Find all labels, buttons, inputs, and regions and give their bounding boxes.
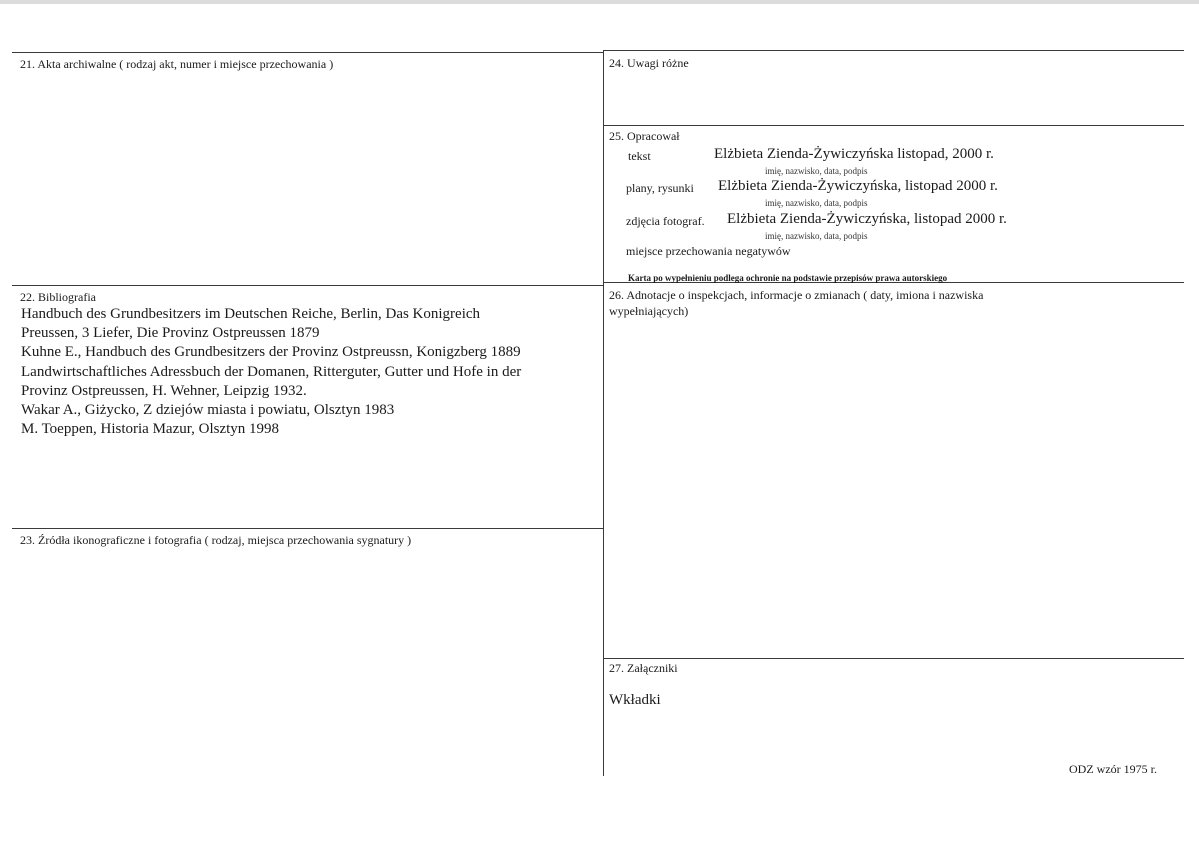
section-24-label: 24. Uwagi różne xyxy=(609,56,689,70)
section-26-label-line1: 26. Adnotacje o inspekcjach, informacje o zmianach ( daty, imiona i nazwiska xyxy=(609,288,984,302)
bibliography-line: M. Toeppen, Historia Mazur, Olsztyn 1998 xyxy=(21,421,280,438)
divider-top-right xyxy=(604,50,1184,51)
divider-22-23 xyxy=(12,528,604,529)
bibliography-line: Preussen, 3 Liefer, Die Provinz Ostpreussen 1879 xyxy=(21,325,320,342)
zdjecia-value: Elżbieta Zienda-Żywiczyńska, listopad 2000 r. xyxy=(727,211,1007,227)
bibliography-line: Handbuch des Grundbesitzers im Deutschen Reiche, Berlin, Das Konigreich xyxy=(21,306,481,322)
divider-top-left xyxy=(12,52,604,53)
bibliography-line: Wakar A., Giżycko, Z dziejów miasta i powiatu, Olsztyn 1983 xyxy=(21,402,395,419)
tekst-label: tekst xyxy=(628,149,651,163)
section-23-label: 23. Źródła ikonograficzne i fotografia ( rodzaj, miejsca przechowania sygnatury ) xyxy=(20,533,412,547)
divider-24-25 xyxy=(604,125,1184,126)
divider-21-22 xyxy=(12,285,604,286)
bibliography-list xyxy=(21,305,521,439)
section-22-label: 22. Bibliografia xyxy=(20,290,96,304)
negatives-label: miejsce przechowania negatywów xyxy=(626,244,791,258)
section-26-label-line2: wypełniających) xyxy=(609,304,689,318)
form-id: ODZ wzór 1975 r. xyxy=(1069,762,1157,776)
bibliography-line: Provinz Ostpreussen, H. Wehner, Leipzig 1932. xyxy=(21,382,307,399)
section-25-label: 25. Opracował xyxy=(609,129,680,143)
scan-top-edge xyxy=(0,0,1199,4)
section-27-value: Wkładki xyxy=(609,692,661,708)
section-27-label: 27. Załączniki xyxy=(609,661,678,675)
divider-center-vertical xyxy=(603,50,604,776)
plany-label: plany, rysunki xyxy=(626,181,694,195)
copyright-notice: Karta po wypełnieniu podlega ochronie na podstawie przepisów prawa autorskiego xyxy=(628,273,948,283)
plany-caption: imię, nazwisko, data, podpis xyxy=(765,198,868,208)
plany-value: Elżbieta Zienda-Żywiczyńska, listopad 2000 r. xyxy=(718,178,998,194)
bibliography-line: Landwirtschaftliches Adressbuch der Domanen, Ritterguter, Gutter und Hofe in der xyxy=(21,363,522,380)
tekst-caption: imię, nazwisko, data, podpis xyxy=(765,166,868,176)
zdjecia-label: zdjęcia fotograf. xyxy=(626,214,705,228)
zdjecia-caption: imię, nazwisko, data, podpis xyxy=(765,231,868,241)
section-21-label: 21. Akta archiwalne ( rodzaj akt, numer i miejsce przechowania ) xyxy=(20,57,334,71)
tekst-value: Elżbieta Zienda-Żywiczyńska listopad, 2000 r. xyxy=(714,146,994,162)
bibliography-line: Kuhne E., Handbuch des Grundbesitzers der Provinz Ostpreussn, Konigzberg 1889 xyxy=(21,344,521,361)
divider-26-27 xyxy=(604,658,1184,659)
